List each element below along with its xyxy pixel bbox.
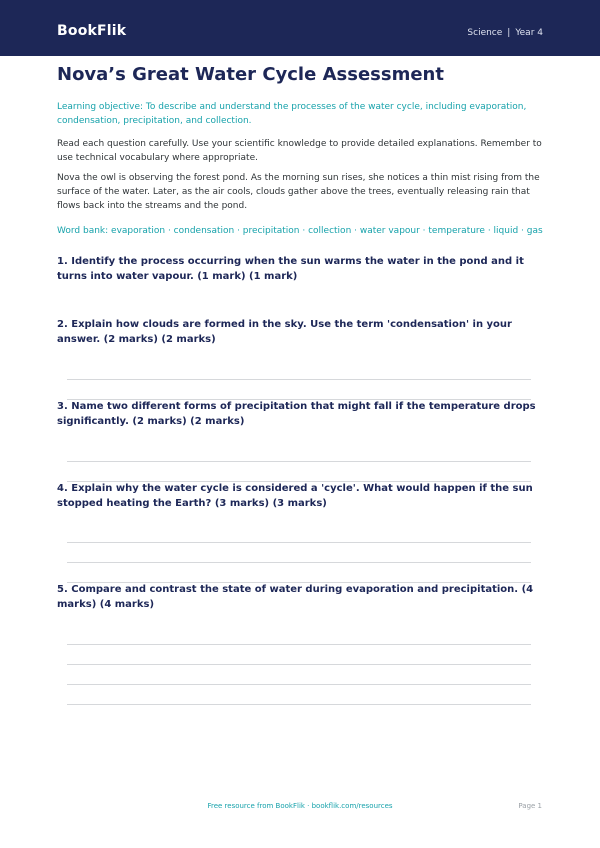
page-number: Page 1	[518, 802, 542, 810]
word-bank: Word bank: evaporation · condensation · precipitation · collection · water vapour · temperature · liquid · gas	[57, 226, 543, 236]
question-5: 5. Compare and contrast the state of water during evaporation and precipitation. (4 marks) (4 marks)	[57, 584, 534, 610]
subject-year	[467, 28, 543, 38]
answer-line[interactable]	[67, 562, 531, 563]
answer-line[interactable]	[67, 644, 531, 645]
year-label: Year 4	[515, 28, 543, 38]
instructions-text: Read each question carefully. Use your scientific knowledge to provide detailed explanations. Remember to use technical vocabulary where appropriate.	[57, 139, 542, 163]
answer-line[interactable]	[67, 684, 531, 685]
question-4: 4. Explain why the water cycle is considered a 'cycle'. What would happen if the sun stopped heating the Earth? (3 marks) (3 marks)	[57, 483, 533, 509]
learning-objective: Learning objective: To describe and understand the processes of the water cycle, including evaporation, condensation, precipitation, and collection.	[57, 102, 527, 126]
separator: |	[507, 28, 511, 38]
footer-text: Free resource from BookFlik · bookflik.com/resources	[207, 802, 393, 810]
question-1: 1. Identify the process occurring when the sun warms the water in the pond and it turns into water vapour. (1 mark) (1 mark)	[57, 256, 524, 282]
subject-label: Science	[467, 28, 503, 38]
question-2: 2. Explain how clouds are formed in the sky. Use the term 'condensation' in your answer. (2 marks) (2 marks)	[57, 319, 512, 345]
scenario-text: Nova the owl is observing the forest pond. As the morning sun rises, she notices a thin mist rising from the surface of the water. Later, as the air cools, clouds gather above the trees, eventually releasing rain that flows back into the streams and the pond.	[57, 173, 540, 211]
page-title: Nova’s Great Water Cycle Assessment	[57, 64, 444, 85]
answer-line[interactable]	[67, 664, 531, 665]
answer-line[interactable]	[67, 704, 531, 705]
question-3: 3. Name two different forms of precipitation that might fall if the temperature drops significantly. (2 marks) (2 marks)	[57, 401, 536, 427]
header-bar	[0, 0, 600, 56]
brand-logo: BookFlik	[57, 23, 127, 39]
answer-line[interactable]	[67, 461, 531, 462]
answer-line[interactable]	[67, 379, 531, 380]
answer-line[interactable]	[67, 542, 531, 543]
